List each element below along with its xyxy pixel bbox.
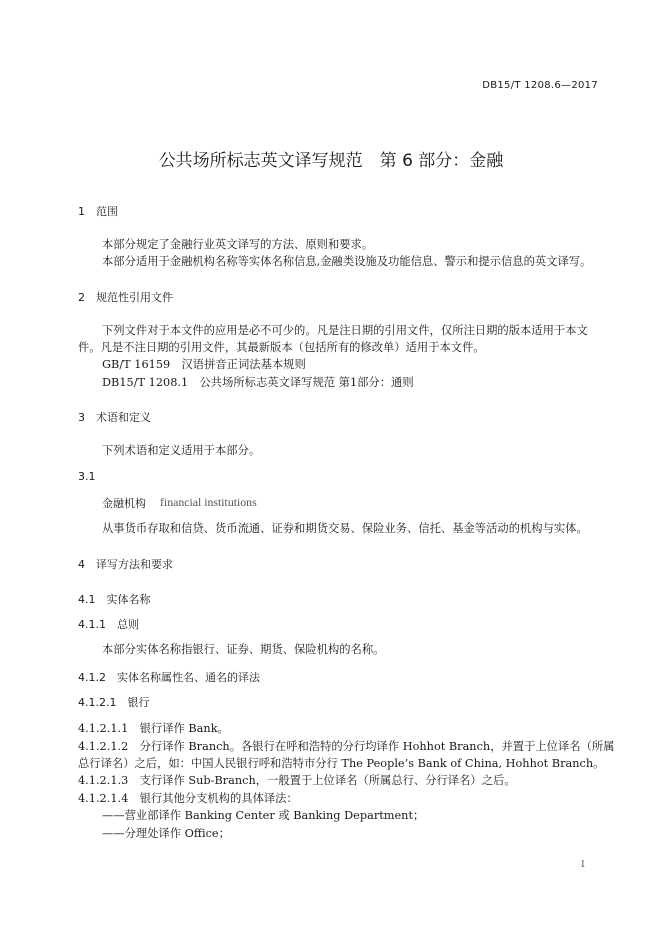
standard-number: DB15/T 1208.6—2017 [482,80,598,91]
paragraph: 下列文件对于本文件的应用是必不可少的。凡是注日期的引用文件，仅所注日期的版本适用于本文 [102,324,588,337]
section-heading-references: 2 规范性引用文件 [78,291,173,304]
paragraph: 本部分规定了金融行业英文译写的方法、原则和要求。 [102,238,374,251]
dash-list-item: ——分理处译作 Office； [102,827,230,840]
subsection-heading: 4.1.2.1 银行 [78,696,150,709]
reference-item: DB15/T 1208.1 公共场所标志英文译写规范 第1部分：通则 [102,376,414,389]
paragraph: 件。凡是不注日期的引用文件，其最新版本（包括所有的修改单）适用于本文件。 [78,341,485,354]
clause: 总行译名）之后，如：中国人民银行呼和浩特市分行 The People’s Bank of China, Hohhot Branch。 [78,757,605,770]
clause: 4.1.2.1.3 支行译作 Sub-Branch，一般置于上位译名（所属总行、分行译名）之后。 [78,774,516,787]
term-chinese: 金融机构 [102,497,146,510]
paragraph: 下列术语和定义适用于本部分。 [102,444,261,457]
dash-list-item: ——营业部译作 Banking Center 或 Banking Department； [102,809,425,822]
page-title: 公共场所标志英文译写规范 第 6 部分：金融 [158,151,504,171]
page-number: 1 [580,858,586,870]
subsection-heading: 4.1.1 总则 [78,618,139,631]
term-definition: 从事货币存取和信贷、货币流通、证券和期货交易、保险业务、信托、基金等活动的机构与实体。 [102,522,588,535]
clause: 4.1.2.1.1 银行译作 Bank。 [78,722,229,735]
subsection-heading: 4.1.2 实体名称属性名、通名的译法 [78,671,260,684]
clause: 4.1.2.1.2 分行译作 Branch。各银行在呼和浩特的分行均译作 Hohhot Branch，并置于上位译名（所属 [78,740,615,753]
paragraph: 本部分适用于金融机构名称等实体名称信息,金融类设施及功能信息、警示和提示信息的英文译写。 [102,255,592,268]
term-english: financial institutions [160,495,257,509]
subsection-heading: 4.1 实体名称 [78,593,151,606]
section-heading-methods: 4 译写方法和要求 [78,558,173,571]
term-number: 3.1 [78,470,96,483]
section-heading-terms: 3 术语和定义 [78,411,151,424]
reference-item: GB/T 16159 汉语拼音正词法基本规则 [102,358,306,371]
clause: 4.1.2.1.4 银行其他分支机构的具体译法： [78,792,298,805]
paragraph: 本部分实体名称指银行、证券、期货、保险机构的名称。 [102,643,385,656]
section-heading-scope: 1 范围 [78,205,118,218]
